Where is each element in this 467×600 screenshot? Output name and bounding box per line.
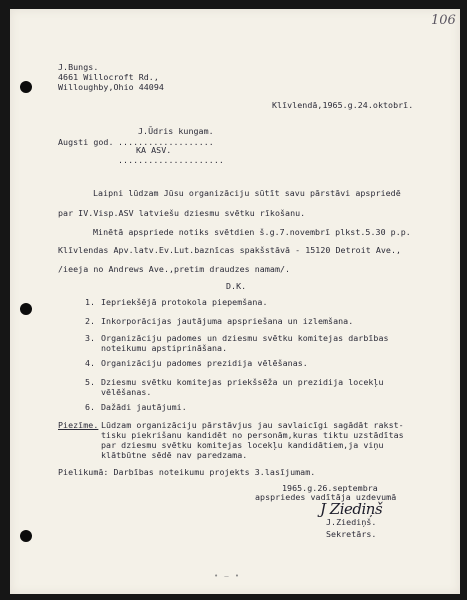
- addressee-org: KA ASV.: [136, 145, 172, 155]
- place-date: Klīvlendā,1965.g.24.oktobrī.: [272, 100, 414, 110]
- addressee-salutation: Augsti god.: [58, 137, 114, 147]
- footer-marks: • — •: [214, 572, 241, 580]
- signature-title: Sekretārs.: [326, 529, 377, 539]
- punch-hole-middle: [20, 303, 32, 315]
- signature-mandate: apspriedes vadītāja uzdevumā: [255, 492, 397, 502]
- punch-hole-bottom: [20, 530, 32, 542]
- signature-date: 1965.g.26.septembra: [282, 483, 378, 493]
- addressee-dots-1: ...................: [118, 137, 214, 147]
- body-p1-line2: par IV.Visp.ASV latviešu dziesmu svētku rīkošanu.: [58, 208, 306, 218]
- body-p2-line3: /ieeja no Andrews Ave.,pretim draudzes namam/.: [58, 264, 291, 274]
- agenda-item-num: 5.: [85, 377, 96, 387]
- agenda-item-num: 4.: [85, 358, 96, 368]
- sender-name: J.Bungs.: [58, 62, 99, 72]
- punch-hole-top: [20, 81, 32, 93]
- addressee-dots-2: .....................: [118, 155, 224, 165]
- agenda-item-text: Organizāciju padomes prezidija vēlēšanas.: [101, 358, 308, 368]
- agenda-item-text: Dziesmu svētku komitejas priekšsēža un prezidija locekļu vēlēšanas.: [101, 377, 384, 397]
- agenda-item-text: Dažādi jautājumi.: [101, 402, 187, 412]
- sender-street: 4661 Willocroft Rd.,: [58, 72, 159, 82]
- signature-name: J.Ziediņš.: [326, 517, 377, 527]
- body-p1-line1: Laipni lūdzam Jūsu organizāciju sūtīt savu pārstāvi apspriedē: [93, 188, 401, 198]
- agenda-item-num: 2.: [85, 316, 96, 326]
- body-p2-line1: Minētā apspriede notiks svētdien š.g.7.novembrī plkst.5.30 p.p.: [93, 227, 411, 237]
- page-number: 106: [431, 13, 456, 28]
- body-p2-line2: Klīvlendas Apv.latv.Ev.Lut.baznīcas spakšstāvā - 15120 Detroit Ave.,: [58, 245, 402, 255]
- addressee-name: J.Ūdris kungam.: [138, 126, 214, 136]
- note-label: Piezīme.: [58, 420, 99, 430]
- agenda-item-text: Organizāciju padomes un dziesmu svētku komitejas darbības noteikumu apstiprināšana.: [101, 333, 389, 353]
- note-text: Lūdzam organizāciju pārstāvjus jau savlaicīgi sagādāt rakst- tisku piekrišanu kandidēt no personām,kuras tiktu uzstādītas par dziesmu svētku komitejas locekļu kandidātiem,ja viņu klātbūtne sēdē nav paredzama.: [101, 420, 404, 460]
- sender-city: Willoughby,Ohio 44094: [58, 82, 164, 92]
- agenda-item-text: Iepriekšējā protokola piepemšana.: [101, 297, 268, 307]
- attachment-line: Pielikumā: Darbības noteikumu projekts 3.lasījumam.: [58, 467, 316, 477]
- agenda-heading: D.K.: [226, 281, 247, 291]
- agenda-item-num: 3.: [85, 333, 96, 343]
- handwritten-signature: J Ziediņš: [320, 500, 383, 518]
- agenda-item-num: 1.: [85, 297, 96, 307]
- agenda-item-text: Inkorporācijas jautājuma apspriešana un izlemšana.: [101, 316, 354, 326]
- agenda-item-num: 6.: [85, 402, 96, 412]
